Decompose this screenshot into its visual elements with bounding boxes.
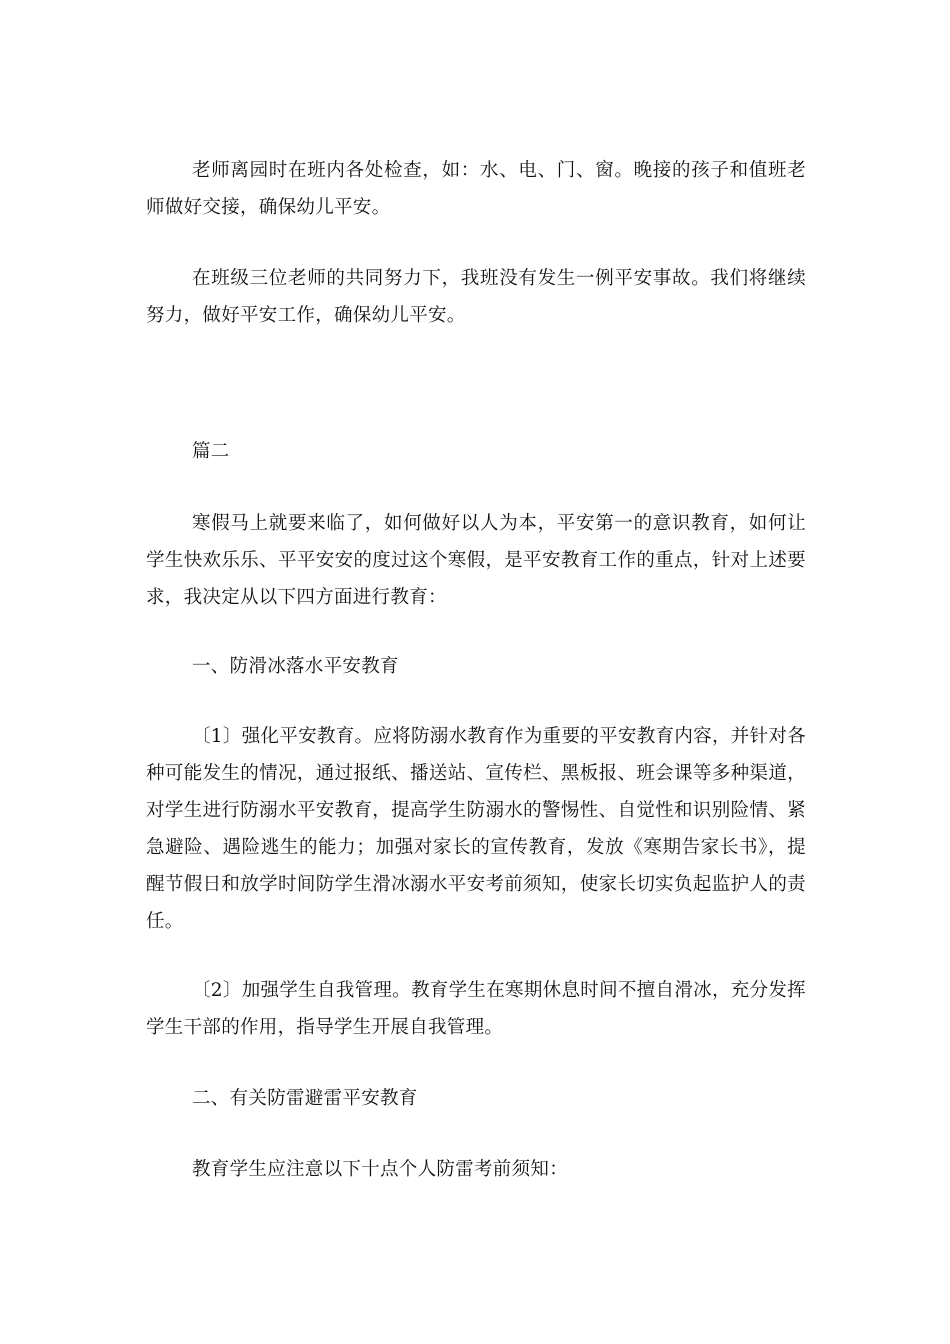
paragraph-lightning-tips-intro: 教育学生应注意以下十点个人防雷考前须知： [192, 1159, 569, 1180]
paragraph-safety-check: 老师离园时在班内各处检查，如：水、电、门、窗。晚接的孩子和值班老师做好交接，确保幼儿平安。 [146, 160, 806, 218]
section-heading-part-two: 篇二 [192, 441, 230, 462]
heading-ice-drowning-safety: 一、防滑冰落水平安教育 [192, 656, 399, 677]
paragraph-strengthen-education: 〔1〕强化平安教育。应将防溺水教育作为重要的平安教育内容，并针对各种可能发生的情况，通过报纸、播送站、宣传栏、黑板报、班会课等多种渠道，对学生进行防溺水平安教育，提高学生防溺水的警惕性、自觉性和识别险情、紧急避险、遇险逃生的能力；加强对家长的宣传教育，发放《寒期告家长书》，提醒节假日和放学时间防学生滑冰溺水平安考前须知，使家长切实负起监护人的责任。 [146, 726, 806, 932]
paragraph-self-management: 〔2〕加强学生自我管理。教育学生在寒期休息时间不擅自滑冰，充分发挥学生干部的作用，指导学生开展自我管理。 [146, 980, 806, 1038]
paragraph-no-accidents: 在班级三位老师的共同努力下，我班没有发生一例平安事故。我们将继续努力，做好平安工作，确保幼儿平安。 [146, 268, 806, 326]
paragraph-winter-break-intro: 寒假马上就要来临了，如何做好以人为本，平安第一的意识教育，如何让学生快欢乐乐、平平安安的度过这个寒假，是平安教育工作的重点，针对上述要求，我决定从以下四方面进行教育： [146, 513, 806, 608]
heading-lightning-safety: 二、有关防雷避雷平安教育 [192, 1088, 418, 1109]
